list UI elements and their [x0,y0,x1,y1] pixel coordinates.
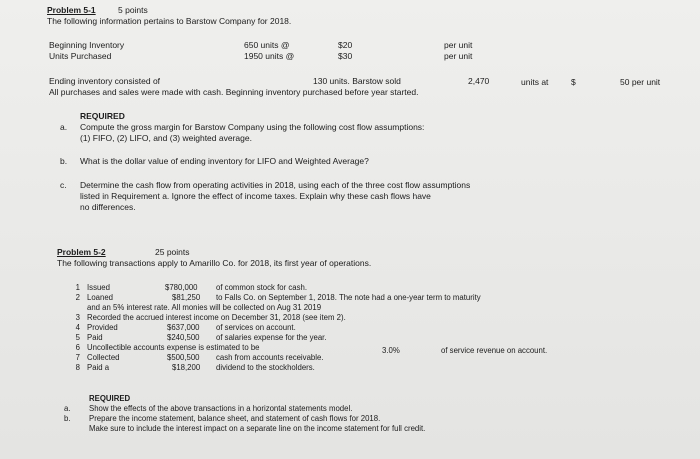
units-purchased-units: 1950 units @ [244,51,295,61]
txn-4-amount: $637,000 [167,323,200,332]
beginning-inventory-price: $20 [338,40,353,50]
problem-5-2-points: 25 points [155,247,190,257]
units-purchased-price: $30 [338,51,353,61]
p2-item-b-letter: b. [64,414,71,423]
txn-1-label: Issued [87,283,110,292]
problem-5-2-intro: The following transactions apply to Amarillo Co. for 2018, its first year of operations. [57,258,372,268]
txn-6-number: 6 [75,343,80,352]
dollar-sign: $ [571,77,576,87]
txn-8-number: 8 [75,363,80,372]
txn-1-amount: $780,000 [165,283,198,292]
beginning-inventory-per-unit: per unit [444,40,473,50]
p2-required-heading: REQUIRED [89,394,131,403]
txn-6-rate: 3.0% [382,346,400,355]
txn-4-description: of services on account. [216,323,296,332]
txn-5-number: 5 [75,333,80,342]
txn-8-amount: $18,200 [172,363,201,372]
ending-inventory-text: Ending inventory consisted of [49,76,161,86]
p1-item-a-text: Compute the gross margin for Barstow Company using the following cost flow assumptions: [80,122,425,132]
beginning-inventory-label: Beginning Inventory [49,40,125,50]
txn-7-amount: $500,500 [167,353,200,362]
p1-item-c-text-cont-2: no differences. [80,202,136,212]
units-sold-value: 2,470 [468,76,490,86]
units-purchased-per-unit: per unit [444,51,473,61]
txn-3-number: 3 [75,313,80,322]
units-at-label: units at [521,77,549,87]
txn-3-text: Recorded the accrued interest income on December 31, 2018 (see item 2). [87,313,346,322]
txn-2-description-cont: and an 5% interest rate. All monies will be collected on Aug 31 2019 [87,303,322,312]
cash-purchases-note: All purchases and sales were made with cash. Beginning inventory purchased before year started. [49,87,419,97]
txn-1-number: 1 [75,283,80,292]
txn-2-amount: $81,250 [172,293,201,302]
p1-item-a-letter: a. [60,122,68,132]
sale-price-per-unit: 50 per unit [620,77,661,87]
p1-item-c-text: Determine the cash flow from operating activities in 2018, using each of the three cost flow assumptions [80,180,471,190]
txn-4-label: Provided [87,323,118,332]
txn-7-number: 7 [75,353,80,362]
p2-item-b-text-cont: Make sure to include the interest impact on a separate line on the income statement for full credit. [89,424,426,433]
p2-item-a-letter: a. [64,404,71,413]
txn-7-description: cash from accounts receivable. [216,353,324,362]
txn-8-label: Paid a [87,363,110,372]
txn-2-label: Loaned [87,293,114,302]
beginning-inventory-units: 650 units @ [244,40,290,50]
txn-1-description: of common stock for cash. [216,283,307,292]
txn-8-description: dividend to the stockholders. [216,363,315,372]
txn-7-label: Collected [87,353,120,362]
txn-5-description: of salaries expense for the year. [216,333,327,342]
units-purchased-label: Units Purchased [49,51,112,61]
p2-item-b-text: Prepare the income statement, balance sheet, and statement of cash flows for 2018. [89,414,381,423]
txn-5-amount: $240,500 [167,333,200,342]
problem-5-2-title: Problem 5-2 [57,247,106,257]
txn-5-label: Paid [87,333,103,342]
p1-item-b-text: What is the dollar value of ending inventory for LIFO and Weighted Average? [80,156,369,166]
txn-6-description: of service revenue on account. [441,346,548,355]
p1-item-a-text-cont: (1) FIFO, (2) LIFO, and (3) weighted average. [80,133,252,143]
p1-required-heading: REQUIRED [80,111,125,121]
txn-6-text: Uncollectible accounts expense is estimated to be [87,343,260,352]
units-sold-text: 130 units. Barstow sold [313,76,401,86]
p1-item-b-letter: b. [60,156,68,166]
p1-item-c-text-cont-1: listed in Requirement a. Ignore the effect of income taxes. Explain why these cash flows have [80,191,431,201]
p1-item-c-letter: c. [60,180,67,190]
problem-5-1-title: Problem 5-1 [47,5,96,15]
p2-item-a-text: Show the effects of the above transactions in a horizontal statements model. [89,404,353,413]
problem-5-1-intro: The following information pertains to Barstow Company for 2018. [47,16,292,26]
problem-5-1-points: 5 points [118,5,148,15]
txn-2-number: 2 [75,293,80,302]
txn-4-number: 4 [75,323,80,332]
txn-2-description: to Falls Co. on September 1, 2018. The note had a one-year term to maturity [216,293,481,302]
